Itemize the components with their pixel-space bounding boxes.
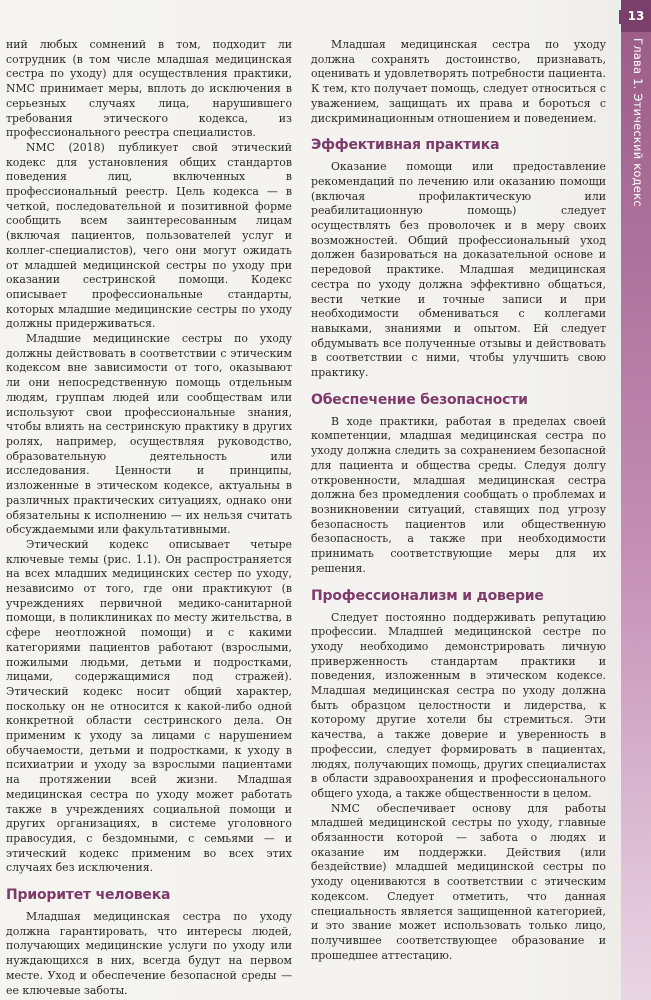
right-column: [311, 38, 606, 963]
section-heading-safety: Обеспечение безопасности: [311, 391, 528, 408]
paragraph: Младшая медицинская сестра по уходу должна сохранять достоинство, признавать, оценивать и удовлетворять потребности пациента. К тем, кто получает помощь, следует относиться с уважением, защищать их права и бороться с дискриминационным отношением и поведением.: [311, 38, 606, 125]
section-heading-effective-practice: Эффективная практика: [311, 137, 500, 154]
paragraph: В ходе практики, работая в пределах своей компетенции, младшая медицинская сестра по уходу должна следить за сохранением безопасной для пациента и общества среды. Следуя долгу откровенности, младшая медицинская сестра должна без промедления сообщать о проблемах и возникновении ситуаций, ставящих под угрозу безопасность пациентов или общественную безопасность, а также при необходимости принимать соответствующие меры для их решения.: [311, 414, 606, 575]
paragraph: Оказание помощи или предоставление рекомендаций по лечению или оказанию помощи (включая профилактическую или реабилитационную помощь) следует осуществлять без проволочек и в меру своих возможностей. Общий профессиональный уход должен базироваться на доказательной основе и передовой практике. Младшая медицинская сестра по уходу должна эффективно общаться, вести четкие и точные записи и при необходимости обмениваться с коллегами навыками, знаниями и опытом. Ей следует обдумывать все полученные отзывы и действовать в соответствии с ними, чтобы улучшить свою практику.: [311, 160, 606, 380]
paragraph: NMC обеспечивает основу для работы младшей медицинской сестры по уходу, главные обязанности которой — забота о людях и оказание им поддержки. Действия (или бездействие) младшей медицинской сестры по уходу оцениваются в соответствии с этическим кодексом. Следует отметить, что данная специальность является защищенной категорией, и это звание может использовать только лицо, получившее соответствующее образование и прошедшее аттестацию.: [311, 801, 606, 962]
paragraph: Младшая медицинская сестра по уходу должна гарантировать, что интересы людей, получающих медицинские услуги по уходу или нуждающихся в них, всегда будут на первом месте. Уход и обеспечение безопасной среды — ее ключевые заботы.: [6, 910, 292, 997]
paragraph: NMC (2018) публикует свой этический кодекс для установления общих стандартов поведения лиц, включенных в профессиональный реестр. Цель кодекса — в четкой, последовательной и позитивной форме сообщить всем заинтересованным лицам (включая пациентов, пользователей услуг и коллег-специалистов), чего они могут ожидать от младшей медицинской сестры по уходу при оказании сестринской помощи. Кодекс описывает профессиональные стандарты, которых младшие медицинские сестры по уходу должны придерживаться.: [6, 140, 292, 331]
paragraph: ний любых сомнений в том, подходит ли сотрудник (в том числе младшая медицинская сестра по уходу) для осуществления практики, NMC принимает меры, вплоть до исключения в серьезных случаях лица, нарушившего требования этического кодекса, из профессионального реестра специалистов.: [6, 38, 292, 140]
page-number: 13: [621, 0, 651, 32]
paragraph: Этический кодекс описывает четыре ключевые темы (рис. 1.1). Он распространяется на всех младших медицинских сестер по уходу, независимо от того, где они практикуют (в учреждениях первичной медико-санитарной помощи, в поликлиниках по месту жительства, в сфере неотложной помощи) и с какими категориями пациентов работают (взрослыми, пожилыми людьми, детьми и подростками, лицами, содержащимися под стражей). Этический кодекс носит общий характер, поскольку он не относится к какой-либо одной конкретной области сестринского дела. Он применим к уходу за лицами с нарушением обучаемости, детьми и подростками, к уходу в психиатрии и уходу за взрослыми пациентами на протяжении всей жизни. Младшая медицинская сестра по уходу может работать также в учреждениях социальной помощи и других организациях, в системе уголовного правосудия, с бездомными, с семьями — и этический кодекс применим во всех этих случаях без исключения.: [6, 537, 292, 875]
section-heading-person-priority: Приоритет человека: [6, 887, 171, 904]
paragraph: Следует постоянно поддерживать репутацию профессии. Младшей медицинской сестре по уходу необходимо демонстрировать личную приверженность стандартам практики и поведения, изложенным в этическом кодексе. Младшая медицинская сестра по уходу должна быть образцом целостности и лидерства, к которому другие хотели бы стремиться. Эти качества, а также доверие и уверенность в профессии, следует формировать в пациентах, людях, получающих помощь, других специалистах в области здравоохранения и профессионального общего ухода, а также общественности в целом.: [311, 610, 606, 800]
left-column: [6, 38, 292, 998]
section-heading-professionalism: Профессионализм и доверие: [311, 587, 544, 604]
paragraph: Младшие медицинские сестры по уходу должны действовать в соответствии с этическим кодексом вне зависимости от того, оказывают ли они непосредственную помощь отдельным людям, группам людей или сообществам или используют свои профессиональные знания, чтобы влиять на сестринскую практику в других ролях, например, осуществляя руководство, образовательную деятельность или исследования. Ценности и принципы, изложенные в этическом кодексе, актуальны в различных практических ситуациях, однако они обязательны к исполнению — их нельзя считать обсуждаемыми или факультативными.: [6, 332, 292, 537]
chapter-title: Глава 1. Этический кодекс: [631, 38, 645, 207]
